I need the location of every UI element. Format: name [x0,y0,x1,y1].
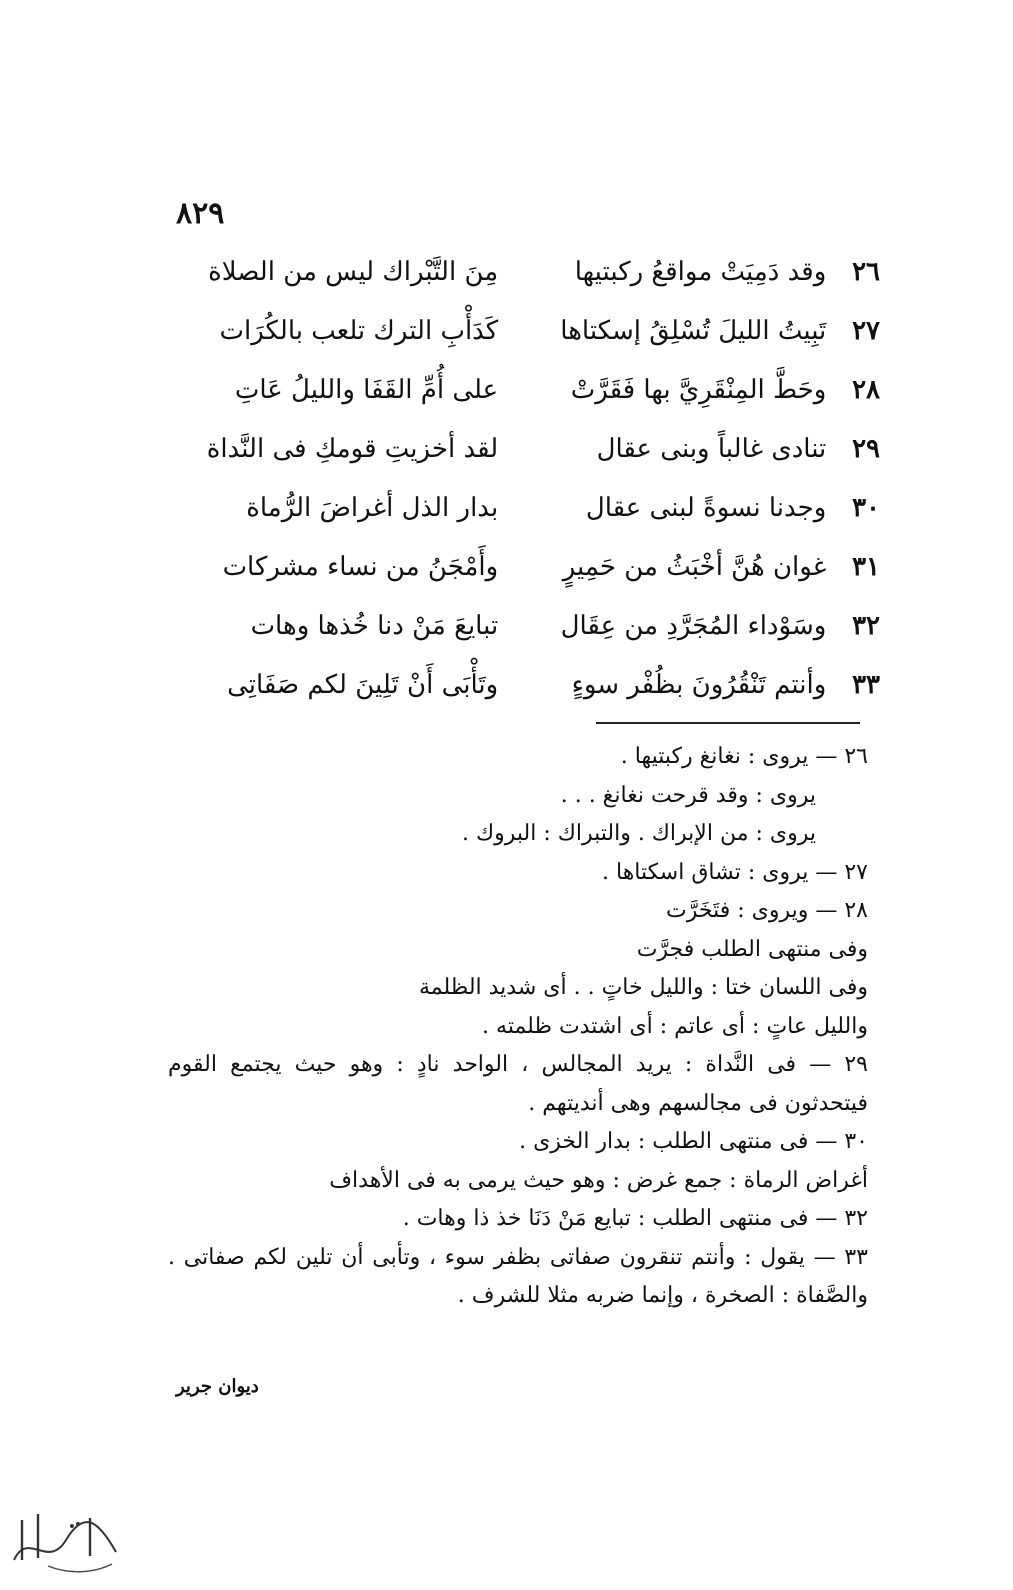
footnote-line: ٢٨ — ويروى : فتَخَرَّت [666,898,868,923]
verse-line [200,242,880,301]
footnote-line: وفى اللسان ختا : والليل خاتٍ . . أى شديد الظلمة [418,975,868,1000]
footnote-line: يروى : من الإبراك . والتبراك : البروك . [461,821,816,846]
verse-line [200,478,880,537]
footnote-line: ٣٢ — فى منتهى الطلب : تبايع مَنْ دَنَا خذ ذا وهات . [402,1206,868,1231]
verse-second-hemistich: وتَأْبَى أَنْ تَلِينَ لكم صَفَاتِى [227,669,499,700]
seal-flourish-icon [8,1500,123,1578]
footnote-line: ٢٧ — يروى : تشاق اسكتاها . [602,859,868,885]
verse-line [200,360,880,419]
verse-line [200,655,880,714]
page-number: ٨٢٩ [176,196,225,231]
footnote-divider [596,722,860,724]
verse-first-hemistich: وسَوْداء المُجَرَّدِ من عِقَال [560,610,827,641]
verse-line [200,596,880,655]
verse-number: ٣٣ [852,669,880,700]
footnote-line: فيتحدثون فى مجالسهم وهى أنديتهم . [528,1090,868,1116]
library-seal-logo [8,1500,123,1578]
verse-second-hemistich: كَدَأْبِ الترك تلعب بالكُرَات [219,315,499,346]
verse-second-hemistich: على أُمِّ القَفَا والليلُ عَاتِ [234,374,499,405]
verse-second-hemistich: بدار الذل أغراضَ الرُّماة [246,492,499,523]
verse-first-hemistich: تنادى غالباً وبنى عقال [596,433,827,464]
footnote-line: ٢٦ — يروى : نغانغ ركبتيها . [620,744,868,769]
verse-number: ٣٠ [852,492,880,523]
poem-verses [200,242,880,714]
verse-number: ٢٧ [852,315,880,346]
verse-line [200,419,880,478]
verse-second-hemistich: لقد أخزيتِ قومكِ فى النَّداة [206,433,499,464]
footnote-line: والصَّفاة : الصخرة ، وإنما ضربه مثلا للشرف . [457,1283,868,1308]
verse-number: ٢٦ [852,256,880,287]
footnote-line: ٢٩ — فى النَّداة : يريد المجالس ، الواحد نادٍ : وهو حيث يجتمع القوم [168,1052,868,1077]
verse-number: ٢٨ [852,374,880,405]
verse-first-hemistich: وجدنا نسوةً لبنى عقال [585,492,827,523]
verse-line [200,301,880,360]
verse-first-hemistich: وقد دَمِيَتْ مواقعُ ركبتيها [574,256,827,287]
footnote-line: ٣٣ — يقول : وأنتم تنقرون صفاتى بظفر سوء ، وتأبى أن تلين لكم صفاتى . [168,1244,868,1270]
footnote-line: والليل عاتٍ : أى عاتم : أى اشتدت ظلمته . [482,1013,868,1039]
verse-second-hemistich: تبايعَ مَنْ دنا خُذها وهات [250,610,499,641]
footnote-line: أغراض الرماة : جمع غرض : وهو حيث يرمى به فى الأهداف [329,1167,868,1193]
verse-first-hemistich: وأنتم تَنْقُرُونَ بظُفْر سوءٍ [571,669,827,700]
footnote-line: يروى : وقد قرحت نغانغ . . . [560,782,816,808]
verse-number: ٣١ [852,551,880,582]
footnote-line: ٣٠ — فى منتهى الطلب : بدار الخزى . [519,1129,868,1154]
verse-second-hemistich: وأَمْجَنُ من نساء مشركات [222,551,499,582]
book-title-footer: ديوان جرير [176,1376,259,1397]
footnote-line: وفى منتهى الطلب فجرَّت [636,936,868,962]
verse-first-hemistich: تَبِيتُ الليلَ تُسْلِقُ إسكتاها [560,315,827,346]
verse-number: ٣٢ [852,610,880,641]
verse-first-hemistich: غوان هُنَّ أخْبَثُ من حَمِيرٍ [562,551,827,582]
verse-first-hemistich: وحَطَّ المِنْقَرِيَّ بها فَقَرَّتْ [570,374,827,405]
verse-number: ٢٩ [852,433,880,464]
footnotes [168,738,868,1316]
verse-line [200,537,880,596]
verse-second-hemistich: مِنَ التَّبْراك ليس من الصلاة [208,256,499,287]
